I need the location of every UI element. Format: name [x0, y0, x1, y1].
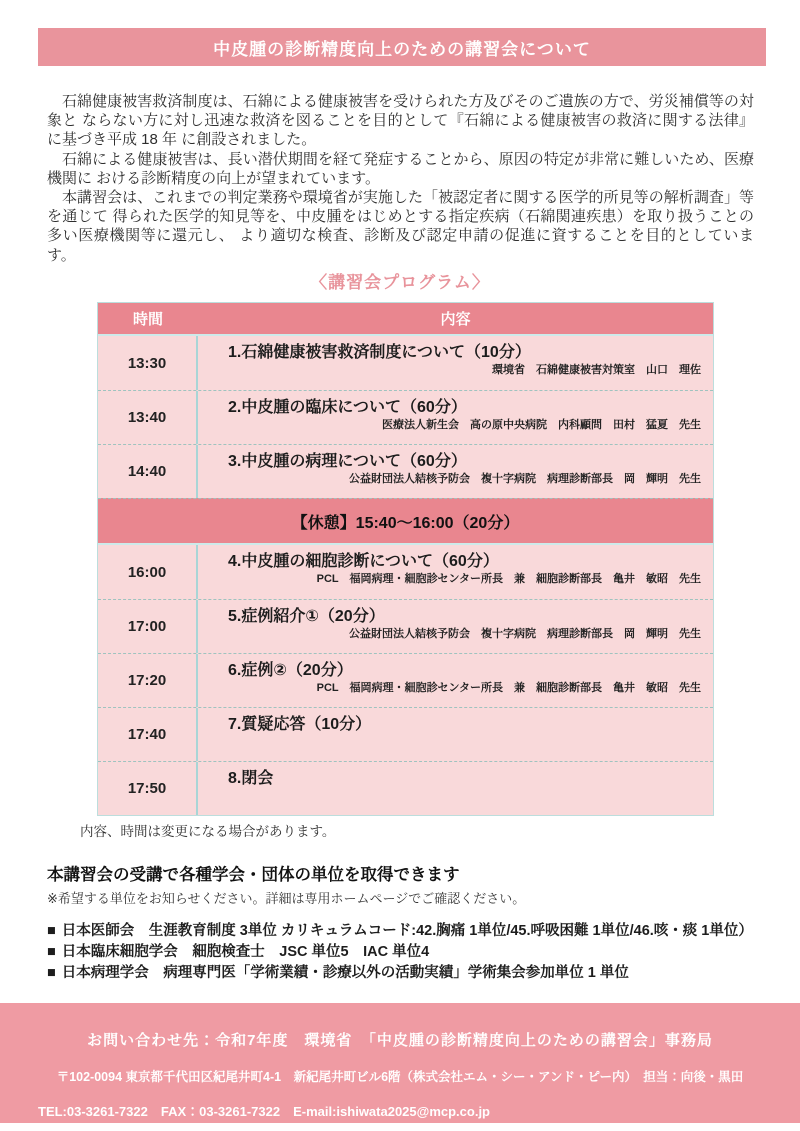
break-label: 【休憩】15:40～16:00（20分）	[291, 514, 520, 532]
program-row-4	[98, 545, 713, 599]
footer-tel-fax-email: TEL:03-3261-7322 FAX：03-3261-7322 E-mail:ishiwata2025@mcp.co.jp	[38, 1104, 490, 1119]
session-time: 17:00	[98, 600, 198, 653]
session-title: 4.中皮腫の細胞診断について（60分）	[228, 553, 499, 570]
intro-text	[47, 92, 754, 265]
credit-item	[47, 921, 767, 942]
session-title: 7.質疑応答（10分）	[228, 716, 372, 733]
session-presenter: 公益財団法人結核予防会 複十字病院 病理診断部長 岡 輝明 先生	[349, 628, 701, 640]
page-title-banner	[38, 28, 766, 66]
session-presenter: PCL 福岡病理・細胞診センター所長 兼 細胞診断部長 亀井 敏昭 先生	[316, 682, 701, 694]
program-row-5	[98, 599, 713, 653]
session-title: 2.中皮腫の臨床について（60分）	[228, 399, 467, 416]
table-header-row	[98, 303, 713, 336]
credit-item-label: 日本医師会 生涯教育制度 3単位 カリキュラムコード:42.胸痛 1単位/45.呼吸困難 1単位/46.咳・痰 1単位）	[61, 923, 753, 939]
footer-contact-title: お問い合わせ先：令和7年度 環境省 「中皮腫の診断精度向上のための講習会」事務局	[87, 1032, 713, 1049]
footer-address: 〒102-0094 東京都千代田区紀尾井町4-1 新紀尾井町ビル6階（株式会社エム・シー・アンド・ピー内） 担当：向後・黒田	[56, 1070, 744, 1084]
intro-paragraph-2: 石綿による健康被害は、長い潜伏期間を経て発症することから、原因の特定が非常に難しいため、医療機関に おける診断精度の向上が望まれています。	[47, 150, 754, 187]
page-title: 中皮腫の診断精度向上のための講習会について	[213, 39, 591, 59]
credit-item	[47, 963, 767, 984]
table-note: 内容、時間は変更になる場合があります。	[80, 824, 336, 839]
contact-footer	[0, 1003, 800, 1123]
program-table	[97, 302, 714, 816]
program-break-row	[98, 498, 713, 545]
session-title: 1.石綿健康被害救済制度について（10分）	[228, 344, 531, 361]
session-time: 17:20	[98, 654, 198, 707]
session-time: 13:30	[98, 336, 198, 390]
program-row-8	[98, 761, 713, 815]
bullet-square-icon: ■	[47, 944, 56, 960]
column-header-time: 時間	[132, 311, 163, 328]
intro-paragraph-1: 石綿健康被害救済制度は、石綿による健康被害を受けられた方及びそのご遺族の方で、労災補償等の対象と ならない方に対し迅速な救済を図ることを目的として『石綿による健康被害の救済に関する法律』に基づき平成 18 年 に創設されました。	[47, 93, 754, 149]
session-presenter: PCL 福岡病理・細胞診センター所長 兼 細胞診断部長 亀井 敏昭 先生	[316, 573, 701, 585]
credits-heading: 本講習会の受講で各種学会・団体の単位を取得できます	[47, 866, 460, 884]
session-presenter: 環境省 石綿健康被害対策室 山口 理佐	[492, 364, 701, 376]
session-time: 17:40	[98, 708, 198, 761]
session-time: 16:00	[98, 545, 198, 599]
session-time: 17:50	[98, 762, 198, 815]
program-row-2	[98, 390, 713, 444]
program-row-7	[98, 707, 713, 761]
session-title: 8.閉会	[228, 770, 274, 787]
program-row-3	[98, 444, 713, 498]
bullet-square-icon: ■	[47, 923, 56, 939]
bullet-square-icon: ■	[47, 965, 56, 981]
session-presenter: 公益財団法人結核予防会 複十字病院 病理診断部長 岡 輝明 先生	[349, 473, 701, 485]
session-presenter: 医療法人新生会 高の原中央病院 内科顧問 田村 猛夏 先生	[382, 419, 701, 431]
program-row-1	[98, 336, 713, 390]
session-time: 14:40	[98, 445, 198, 498]
program-row-6	[98, 653, 713, 707]
program-heading: 〈講習会プログラム〉	[310, 273, 490, 292]
credit-item	[47, 942, 767, 963]
credits-list	[47, 921, 767, 984]
credits-subnote: ※希望する単位をお知らせください。詳細は専用ホームページでご確認ください。	[47, 891, 526, 906]
session-title: 5.症例紹介①（20分）	[228, 608, 385, 625]
credit-item-label: 日本病理学会 病理専門医「学術業績・診療以外の活動実績」学術集会参加単位 1 単位	[61, 965, 629, 981]
credits-section	[47, 861, 767, 984]
session-time: 13:40	[98, 391, 198, 444]
session-title: 6.症例②（20分）	[228, 662, 353, 679]
credit-item-label: 日本臨床細胞学会 細胞検査士 JSC 単位5 IAC 単位4	[61, 944, 430, 960]
session-title: 3.中皮腫の病理について（60分）	[228, 453, 467, 470]
column-header-content: 内容	[440, 311, 471, 328]
intro-paragraph-3: 本講習会は、これまでの判定業務や環境省が実施した「被認定者に関する医学的所見等の解析調査」等を通じて 得られた医学的知見等を、中皮腫をはじめとする指定疾病（石綿関連疾患）を取り扱うことの多い医療機関等に還元し、 より適切な検査、診断及び認定申請の促進に資することを目的としています。	[47, 189, 754, 264]
